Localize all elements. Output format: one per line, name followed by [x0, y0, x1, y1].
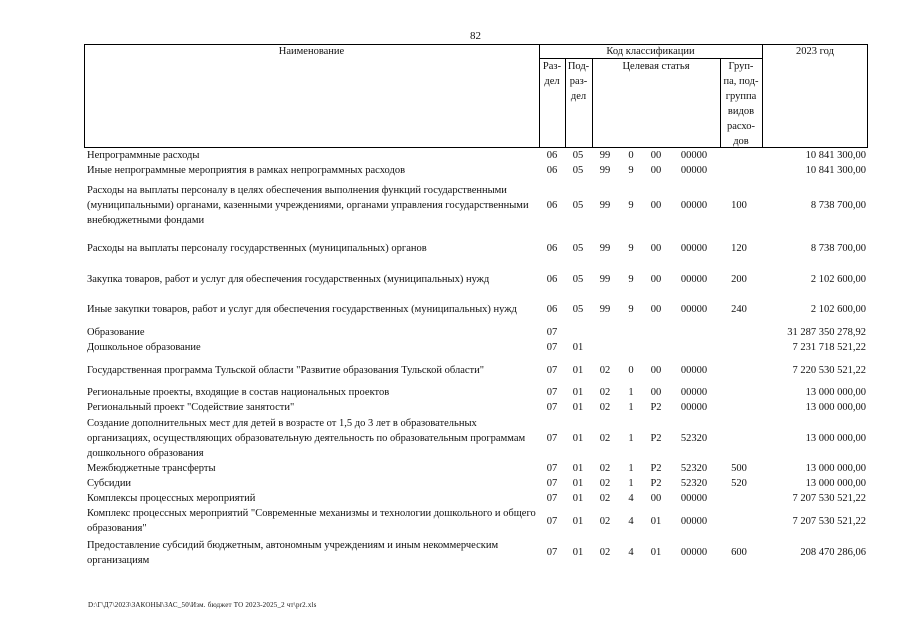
table-row	[84, 148, 868, 163]
cell-t3: 00	[650, 364, 662, 376]
cell-p: 05	[572, 242, 584, 254]
table-row	[84, 340, 868, 355]
cell-t1: 99	[599, 304, 611, 315]
cell-r: 07	[546, 493, 558, 504]
cell-t2: 4	[628, 493, 634, 504]
cell-t1	[594, 325, 616, 340]
cell-p: 01	[572, 364, 584, 376]
cell-t1: 02	[599, 493, 611, 504]
page-number: 82	[470, 30, 481, 42]
cell-amount: 2 102 600,00	[810, 304, 866, 315]
cell-t3: 00	[650, 387, 662, 398]
cell-p: 05	[572, 150, 584, 161]
cell-r: 07	[546, 387, 558, 398]
cell-r: 07	[546, 463, 558, 474]
cell-t4: 52320	[680, 478, 708, 489]
cell-amount: 10 841 300,00	[805, 150, 866, 161]
cell-t2: 1	[628, 478, 634, 489]
cell-r: 06	[546, 304, 558, 315]
cell-r: 07	[546, 478, 558, 489]
header-name: Наименование	[278, 46, 345, 57]
cell-t2: 0	[628, 364, 634, 376]
cell-p: 01	[572, 402, 584, 413]
table-row	[84, 264, 868, 294]
cell-t4	[670, 340, 718, 355]
cell-amount: 2 102 600,00	[810, 273, 866, 285]
cell-t4: 00000	[680, 242, 708, 254]
cell-v: 120	[731, 242, 747, 254]
cell-name: Расходы на выплаты персоналу в целях обеспечения выполнения функций государственными (муниципальными) органами, казенными учреждениями, органами управления государственными внебюджетными фондами	[87, 184, 529, 226]
cell-t3	[644, 325, 668, 340]
cell-v	[724, 385, 754, 400]
cell-name: Иные закупки товаров, работ и услуг для обеспечения государственных (муниципальных) нужд	[87, 304, 517, 315]
cell-amount: 8 738 700,00	[810, 199, 866, 211]
cell-t4: 00000	[680, 199, 708, 211]
header-year: 2023 год	[796, 46, 834, 57]
table-row	[84, 294, 868, 325]
cell-t2	[622, 340, 640, 355]
cell-p: 01	[572, 463, 584, 474]
header-podrazdel: Под- раз- дел	[567, 61, 590, 102]
cell-amount: 13 000 000,00	[805, 478, 866, 489]
header-target: Целевая статья	[622, 61, 690, 72]
cell-t4	[670, 325, 718, 340]
cell-v	[724, 325, 754, 340]
cell-t2: 4	[628, 547, 634, 558]
cell-t2: 0	[628, 150, 634, 161]
cell-t2	[622, 325, 640, 340]
cell-p: 01	[572, 478, 584, 489]
cell-t2: 9	[628, 273, 634, 285]
cell-amount: 8 738 700,00	[810, 242, 866, 254]
table-row	[84, 178, 868, 232]
cell-t3: P2	[650, 402, 662, 413]
cell-t2: 4	[628, 515, 634, 527]
cell-t2: 1	[628, 387, 634, 398]
table-row	[84, 536, 868, 569]
cell-t1: 99	[599, 242, 611, 254]
cell-t1: 02	[599, 402, 611, 413]
cell-name: Иные непрограммные мероприятия в рамках непрограммных расходов	[87, 165, 406, 176]
table-row	[84, 491, 868, 506]
cell-t1: 02	[599, 463, 611, 474]
cell-v: 500	[731, 463, 747, 474]
cell-t4: 00000	[680, 402, 708, 413]
cell-t4: 00000	[680, 547, 708, 558]
cell-name: Расходы на выплаты персоналу государственных (муниципальных) органов	[87, 242, 427, 254]
cell-t1	[594, 340, 616, 355]
cell-v	[724, 400, 754, 415]
cell-t3: P2	[650, 432, 662, 444]
cell-t4: 00000	[680, 364, 708, 376]
cell-t4: 52320	[680, 432, 708, 444]
cell-v: 100	[731, 199, 747, 211]
cell-r: 07	[546, 364, 558, 376]
cell-amount: 13 000 000,00	[805, 463, 866, 474]
cell-t1: 02	[599, 364, 611, 376]
cell-amount: 7 207 530 521,22	[792, 515, 866, 527]
cell-r: 07	[546, 342, 558, 353]
cell-p: 01	[572, 432, 584, 444]
cell-name: Региональный проект "Содействие занятости"	[87, 402, 295, 413]
table-row	[84, 325, 868, 340]
cell-t3: 00	[650, 165, 662, 176]
cell-name: Субсидии	[87, 478, 132, 489]
cell-t3: 00	[650, 242, 662, 254]
cell-v	[724, 148, 754, 163]
table-row	[84, 400, 868, 415]
cell-r: 07	[546, 402, 558, 413]
cell-t1: 02	[599, 515, 611, 527]
table-body	[84, 148, 868, 569]
cell-p: 01	[572, 493, 584, 504]
cell-t3: 00	[650, 199, 662, 211]
cell-r: 07	[546, 515, 558, 527]
cell-t3: 01	[650, 515, 662, 527]
cell-name: Межбюджетные трансферты	[87, 463, 216, 474]
cell-t4: 52320	[680, 463, 708, 474]
table-header	[84, 44, 868, 148]
cell-p: 01	[572, 342, 584, 353]
cell-t4: 00000	[680, 150, 708, 161]
cell-r: 07	[546, 432, 558, 444]
cell-t1: 02	[599, 432, 611, 444]
cell-amount: 13 000 000,00	[805, 402, 866, 413]
cell-t2: 1	[628, 432, 634, 444]
cell-v	[724, 415, 754, 461]
table-row	[84, 385, 868, 400]
cell-amount: 7 220 530 521,22	[792, 364, 866, 376]
cell-t1: 99	[599, 165, 611, 176]
cell-t3: 00	[650, 493, 662, 504]
cell-t4: 00000	[680, 493, 708, 504]
table-row	[84, 232, 868, 264]
cell-v	[724, 355, 754, 385]
cell-t1: 02	[599, 387, 611, 398]
cell-p: 05	[572, 304, 584, 315]
cell-name: Непрограммные расходы	[87, 150, 200, 161]
cell-name: Закупка товаров, работ и услуг для обеспечения государственных (муниципальных) нужд	[87, 273, 490, 285]
cell-r: 06	[546, 199, 558, 211]
cell-r: 07	[546, 547, 558, 558]
cell-t1: 99	[599, 150, 611, 161]
cell-r: 06	[546, 150, 558, 161]
cell-p: 01	[572, 547, 584, 558]
cell-p: 05	[572, 199, 584, 211]
cell-amount: 13 000 000,00	[805, 432, 866, 444]
cell-amount: 7 231 718 521,22	[792, 342, 866, 353]
cell-t4: 00000	[680, 165, 708, 176]
cell-t4: 00000	[680, 387, 708, 398]
cell-t4: 00000	[680, 273, 708, 285]
cell-t2: 9	[628, 165, 634, 176]
cell-v	[724, 340, 754, 355]
cell-t3: 00	[650, 273, 662, 285]
cell-t3	[644, 340, 668, 355]
cell-amount: 13 000 000,00	[805, 387, 866, 398]
cell-t3: P2	[650, 463, 662, 474]
cell-name: Образование	[87, 327, 145, 338]
cell-p: 01	[572, 515, 584, 527]
cell-t3: 00	[650, 304, 662, 315]
cell-p: 05	[572, 165, 584, 176]
cell-t2: 1	[628, 402, 634, 413]
cell-p: 05	[572, 273, 584, 285]
cell-v: 520	[731, 478, 747, 489]
cell-p: 01	[572, 387, 584, 398]
cell-p	[568, 325, 588, 340]
cell-t2: 9	[628, 199, 634, 211]
cell-name: Дошкольное образование	[87, 342, 201, 353]
header-group: Груп- па, под- группа видов расхо- дов	[723, 61, 759, 147]
cell-name: Государственная программа Тульской области "Развитие образования Тульской области"	[87, 364, 485, 376]
cell-t1: 99	[599, 199, 611, 211]
cell-name: Предоставление субсидий бюджетным, автономным учреждениям и иным некоммерческим организациям	[87, 539, 499, 566]
cell-r: 06	[546, 242, 558, 254]
cell-name: Создание дополнительных мест для детей в возрасте от 1,5 до 3 лет в образовательных организациях, осуществляющих образовательную деятельность по образовательным программам дошкольного образования	[87, 417, 526, 459]
table-row	[84, 506, 868, 536]
table-row	[84, 476, 868, 491]
cell-v: 200	[731, 273, 747, 285]
table-row	[84, 415, 868, 461]
table-row	[84, 461, 868, 476]
header-razdel: Раз- дел	[542, 61, 562, 87]
cell-t3: P2	[650, 478, 662, 489]
cell-v	[724, 491, 754, 506]
table-row	[84, 355, 868, 385]
cell-t1: 99	[599, 273, 611, 285]
cell-v	[724, 506, 754, 536]
cell-amount: 7 207 530 521,22	[792, 493, 866, 504]
cell-name: Комплексы процессных мероприятий	[87, 493, 256, 504]
cell-r: 06	[546, 165, 558, 176]
cell-v: 600	[731, 547, 747, 558]
cell-amount: 31 287 350 278,92	[787, 327, 866, 338]
cell-amount: 10 841 300,00	[805, 165, 866, 176]
cell-t2: 1	[628, 463, 634, 474]
table-row	[84, 163, 868, 178]
cell-v	[724, 163, 754, 178]
cell-t2: 9	[628, 304, 634, 315]
cell-v: 240	[731, 304, 747, 315]
cell-t4: 00000	[680, 515, 708, 527]
cell-t4: 00000	[680, 304, 708, 315]
cell-t1: 02	[599, 478, 611, 489]
cell-r: 06	[546, 273, 558, 285]
cell-t1: 02	[599, 547, 611, 558]
file-path: D:\Г\Д7\2023\ЗАКОНЫ\ЗАС_50\Изм. бюджет ТО 2023-2025_2 чт\pr2.xls	[88, 601, 317, 609]
header-code: Код классификации	[606, 46, 695, 57]
cell-t3: 01	[650, 547, 662, 558]
cell-name: Комплекс процессных мероприятий "Современные механизмы и технологии дошкольного и общего образования"	[87, 508, 536, 534]
cell-name: Региональные проекты, входящие в состав национальных проектов	[87, 387, 390, 398]
cell-t2: 9	[628, 242, 634, 254]
cell-r: 07	[546, 327, 558, 338]
cell-amount: 208 470 286,06	[800, 547, 866, 558]
cell-t3: 00	[650, 150, 662, 161]
